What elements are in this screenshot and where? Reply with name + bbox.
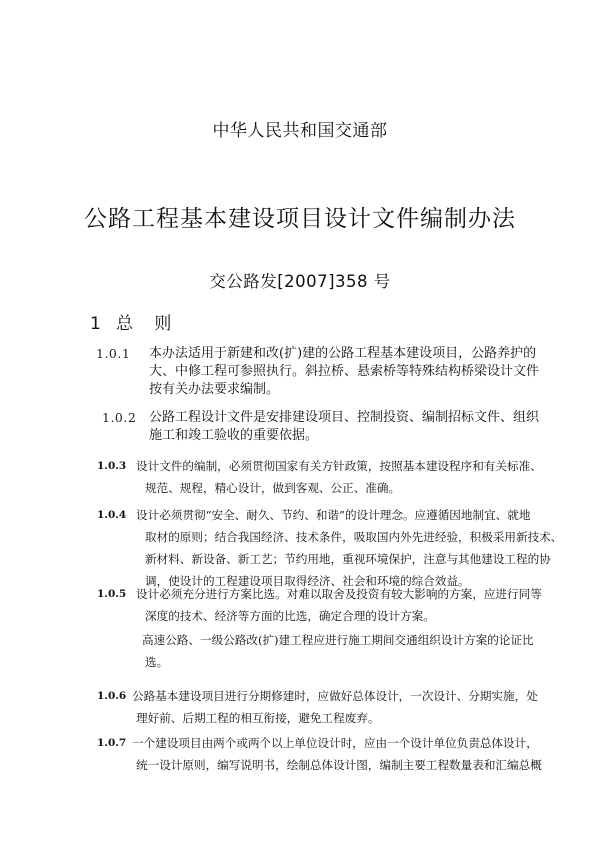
clause-text [132, 685, 538, 729]
clause-text [136, 455, 542, 499]
document-number: 交公路发[2007]358 号 [209, 272, 391, 291]
clause-line: 规范、规程，精心设计，做到客观、公正、准确。 [145, 481, 401, 495]
clause-line: 高速公路、一级公路改(扩)建工程应进行施工期间交通组织设计方案的论证比 [142, 633, 534, 647]
section-heading [90, 309, 179, 334]
clause-line: 大、中修工程可参照执行。斜拉桥、悬索桥等特殊结构桥梁设计文件 [149, 364, 540, 379]
clause-line: 调，使设计的工程建设项目取得经济、社会和环境的综合效益。 [145, 574, 470, 588]
clause-line: 设计必须贯彻“安全、耐久、节约、和谐”的设计理念。应遵循因地制宜、就地 [136, 508, 531, 522]
clause-line: 本办法适用于新建和改(扩)建的公路工程基本建设项目，公路养护的 [149, 346, 537, 361]
clause-line: 统一设计原则，编写说明书，绘制总体设计图，编制主要工程数量表和汇编总概 [136, 758, 542, 772]
clause-line: 公路基本建设项目进行分期修建时，应做好总体设计，一次设计、分期实施，处 [132, 689, 538, 703]
clause-number: 1.0.2 [102, 410, 137, 425]
section-number: 1 [90, 314, 101, 334]
clause-number: 1.0.5 [97, 588, 127, 600]
document-title: 公路工程基本建设项目设计文件编制办法 [84, 206, 516, 232]
clause-number: 1.0.1 [96, 346, 131, 361]
clause-line: 新材料、新设备、新工艺；节约用地，重视环境保护，注意与其他建设工程的协 [145, 552, 551, 566]
clause-text [136, 583, 542, 627]
clause-line: 深度的技术、经济等方面的比选，确定合理的设计方案。 [145, 609, 435, 623]
section-title: 总 则 [116, 314, 180, 334]
clause-number: 1.0.6 [97, 690, 127, 702]
clause-line: 按有关办法要求编制。 [149, 382, 280, 397]
clause-line: 一个建设项目由两个或两个以上单位设计时，应由一个设计单位负责总体设计， [132, 736, 538, 750]
clause-extra-paragraph [142, 629, 534, 673]
clause-number: 1.0.4 [97, 509, 127, 521]
clause-line: 设计必须充分进行方案比选。对难以取舍及投资有较大影响的方案，应进行同等 [136, 587, 542, 601]
clause-line: 取材的原则；结合我国经济、技术条件，吸取国内外先进经验，积极采用新技术、 [145, 530, 563, 544]
clause-line: 公路工程设计文件是安排建设项目、控制投资、编制招标文件、组织 [149, 410, 540, 425]
issuer-heading: 中华人民共和国交通部 [212, 121, 388, 141]
clause-number: 1.0.7 [97, 737, 127, 749]
clause-text [149, 345, 539, 399]
clause-text [136, 504, 562, 592]
clause-number: 1.0.3 [97, 460, 127, 472]
clause-line: 理好前、后期工程的相互衔接，避免工程废弃。 [136, 711, 380, 725]
clause-text [149, 409, 539, 445]
clause-line: 设计文件的编制，必须贯彻国家有关方针政策，按照基本建设程序和有关标准、 [136, 459, 542, 473]
clause-line: 选。 [145, 655, 169, 669]
clause-line: 施工和竣工验收的重要依据。 [149, 428, 319, 443]
clause-text [132, 732, 542, 776]
